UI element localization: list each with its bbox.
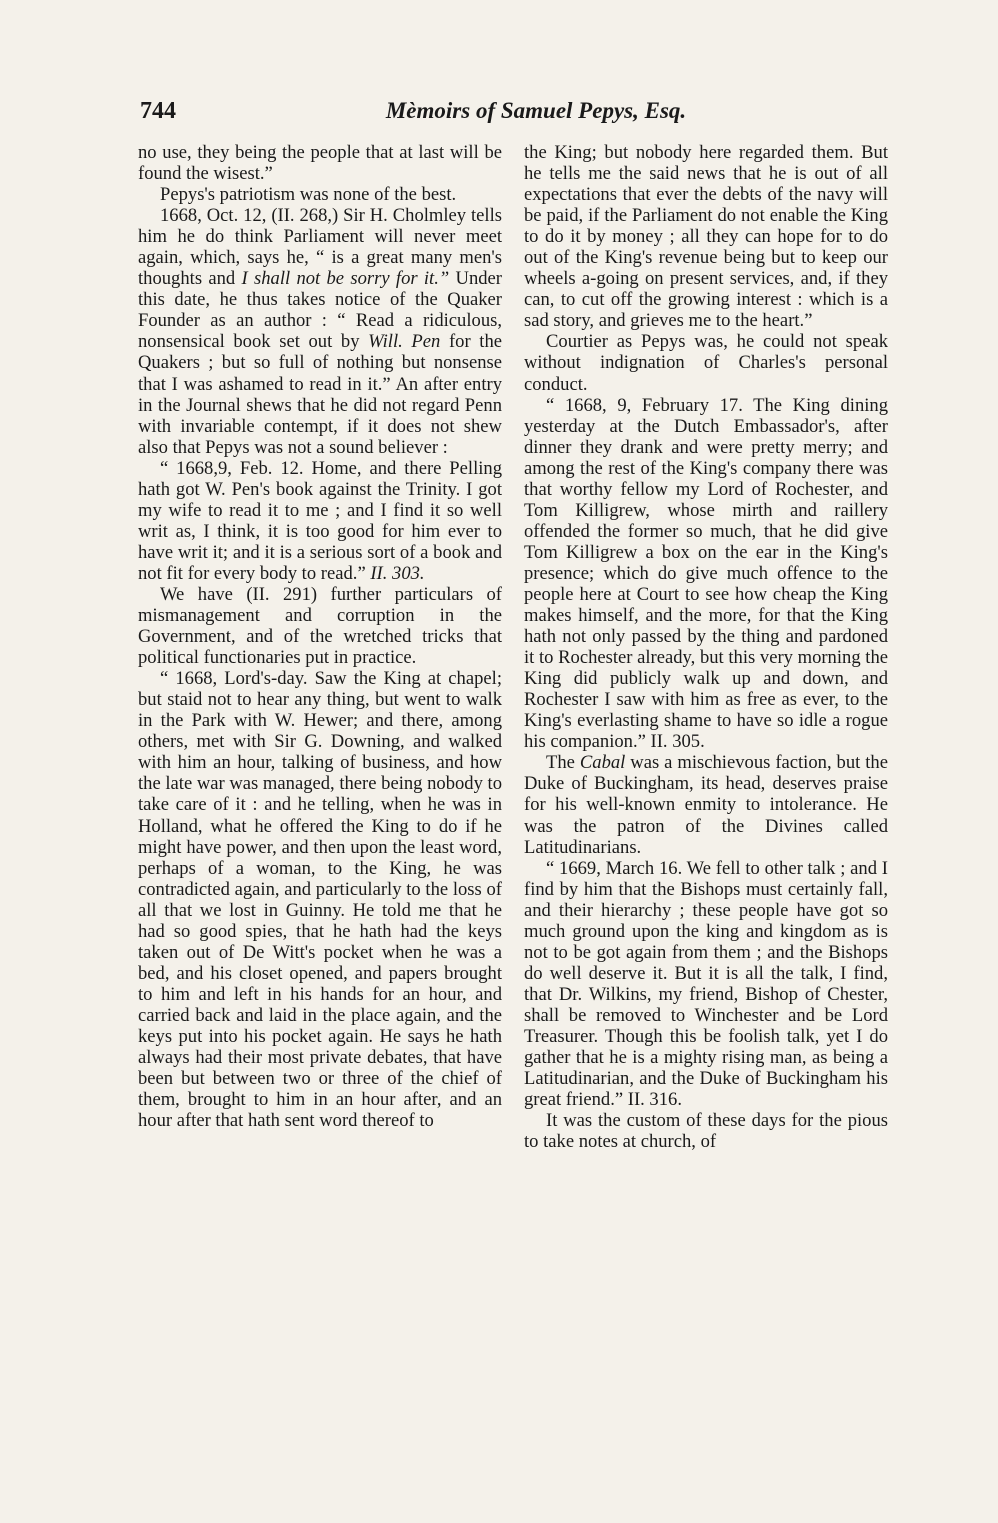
running-title: Mèmoirs of Samuel Pepys, Esq.: [385, 98, 687, 123]
page-number: 744: [140, 98, 176, 124]
paragraph: We have (II. 291) further particulars of mismanagement and corruption in the Government, and of the wretched tricks that political functionaries put in practice.: [138, 583, 502, 669]
left-column: [138, 142, 502, 1131]
paragraph: 1668, Oct. 12, (II. 268,) Sir H. Cholmley tells him he do think Parliament will never meet again, which, says he, “ is a great many men's thoughts and I shall not be sorry for it.” Under this date, he thus takes notice of the Quaker Founder as an author : “ Read a ridiculous, nonsensical book set out by Will. Pen for the Quakers ; but so full of nothing but nonsense that I was ashamed to read in it.” An after entry in the Journal shews that he did not regard Penn with invariable contempt, if it does not shew also that Pepys was not a sound believer :: [138, 205, 503, 458]
paragraph: It was the custom of these days for the pious to take notes at church, of: [524, 1110, 888, 1153]
paragraph: no use, they being the people that at last will be found the wisest.”: [138, 142, 502, 185]
running-header: [140, 98, 892, 128]
paragraph: “ 1668, Lord's-day. Saw the King at chapel; but staid not to hear any thing, but went to walk in the Park with W. Hewer; and there, among others, met with Sir G. Downing, and walked with him an hour, talking of business, and how the late war was managed, there being nobody to take care of it : and he telling, when he was in Holland, what he offered the King to do if he might have power, and then upon the least word, perhaps of a woman, to the King, he was contradicted again, and particularly to the loss of all that we lost in Guinny. He told me that he had so good spies, that he hath had the keys taken out of De Witt's pocket when he was a bed, and his closet opened, and papers brought to him and left in his hands for an hour, and carried back and laid in the place again, and the keys put into his pocket again. He says he hath always had their most private debates, that have been but between two or three of the chief of them, brought to him in an hour after, and an hour after that hath sent word thereof to: [138, 668, 503, 1132]
paragraph: Courtier as Pepys was, he could not speak without indignation of Charles's personal conduct.: [524, 331, 888, 395]
paragraph: “ 1669, March 16. We fell to other talk ; and I find by him that the Bishops must certainly fall, and their hierarchy ; these people have got so much ground upon the king and kingdom as is not to be got again from them ; and the Bishops do well deserve it. But it is all the talk, I find, that Dr. Wilkins, my friend, Bishop of Chester, shall be removed to Winchester and be Lord Treasurer. Though this be foolish talk, yet I do gather that he is a mighty rising man, as being a Latitudinarian, and the Duke of Buckingham his great friend.” II. 316.: [524, 857, 888, 1111]
paragraph: “ 1668,9, Feb. 12. Home, and there Pelling hath got W. Pen's book against the Trinity. I got my wife to read it to me ; and I find it so well writ as, I think, it is too good for him ever to have writ it; and it is a serious sort of a book and not fit for every body to read.” II. 303.: [138, 457, 502, 584]
paragraph: the King; but nobody here regarded them. But he tells me the said news that he is out of all expectations that ever the debts of the navy will be paid, if the Parliament do not enable the King to do it by money ; all they can hope for to do out of the King's revenue being but to keep our wheels a-going on present services, and, if they can, to cut off the growing interest : which is a sad story, and grieves me to the heart.”: [524, 142, 888, 332]
paragraph: The Cabal was a mischievous faction, but the Duke of Buckingham, its head, deserves praise for his well-known enmity to intolerance. He was the patron of the Divines called Latitudinarians.: [524, 752, 888, 858]
paragraph: Pepys's patriotism was none of the best.: [160, 184, 457, 206]
paragraph: “ 1668, 9, February 17. The King dining yesterday at the Dutch Embassador's, after dinner they drank and were pretty merry; and among the rest of the King's company there was that worthy fellow my Lord of Rochester, and Tom Killigrew, whose mirth and raillery offended the former so much, that he did give Tom Killigrew a box on the ear in the King's presence; which do give much offence to the people here at Court to see how cheap the King makes himself, and the more, for that the King hath not only passed by the thing and pardoned it to Rochester already, but this very morning the King did publicly walk up and down, and Rochester I saw with him as free as ever, to the King's everlasting shame to have so idle a rogue his companion.” II. 305.: [524, 394, 888, 753]
right-column: [524, 142, 888, 1152]
